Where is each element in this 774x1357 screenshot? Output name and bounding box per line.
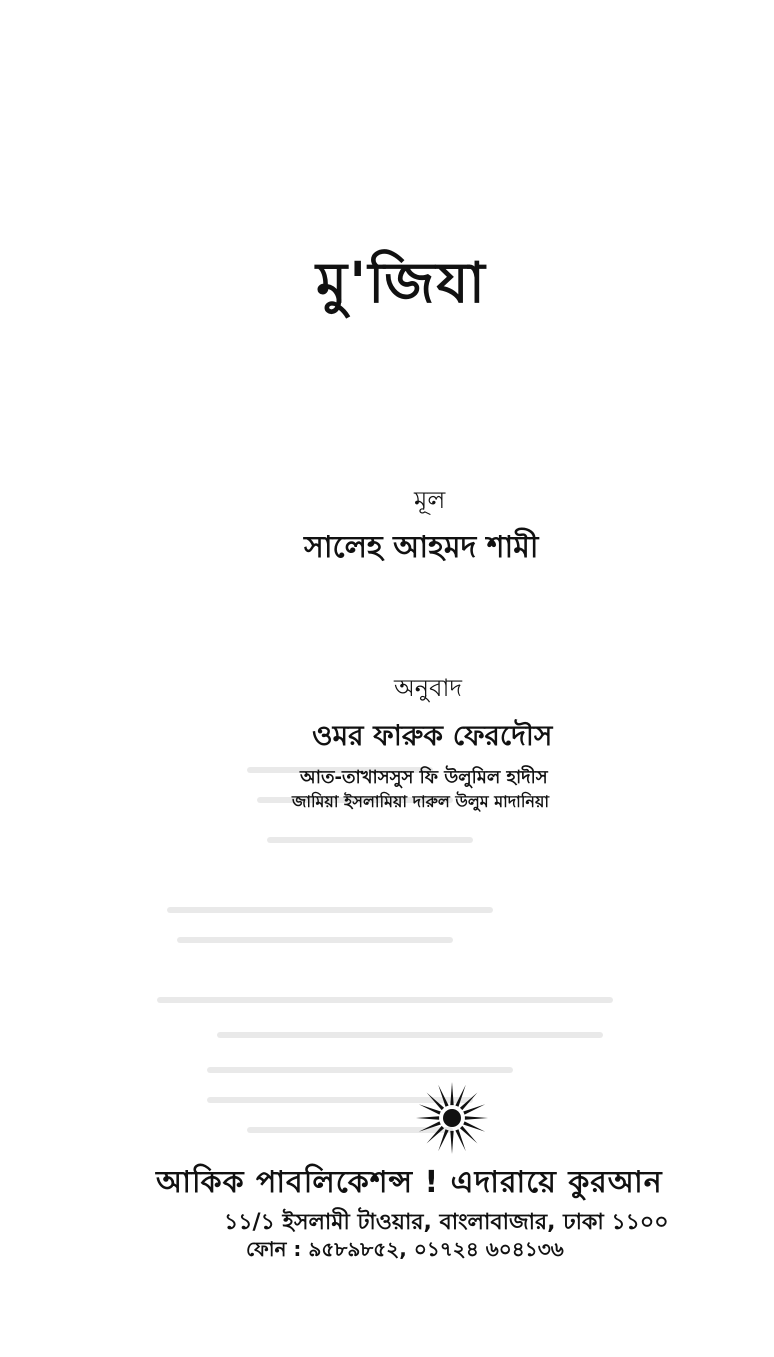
publisher-address: ১১/১ ইসলামী টাওয়ার, বাংলাবাজার, ঢাকা ১১০০ bbox=[224, 1210, 669, 1235]
original-author-label: মূল bbox=[414, 486, 446, 514]
translator-credential-1: আত-তাখাসসুস ফি উলুমিল হাদীস bbox=[300, 767, 548, 788]
logo-ray bbox=[438, 1129, 448, 1151]
publisher-phone: ফোন : ৯৫৮৯৮৫২, ০১৭২৪ ৬০৪১৩৬ bbox=[246, 1237, 564, 1261]
author-name: সালেহ আহমদ শামী bbox=[304, 530, 539, 565]
logo-ray bbox=[455, 1129, 465, 1151]
logo-ray bbox=[455, 1085, 465, 1107]
translation-label: অনুবাদ bbox=[394, 674, 463, 702]
logo-ray bbox=[465, 1116, 488, 1119]
publisher-name: আকিক পাবলিকেশন্স ! এদারায়ে কুরআন bbox=[156, 1165, 663, 1200]
logo-ray bbox=[416, 1116, 439, 1119]
logo-ray bbox=[460, 1126, 478, 1144]
translator-name: ওমর ফারুক ফেরদৌস bbox=[312, 719, 553, 752]
logo-ray bbox=[463, 1104, 485, 1114]
logo-ray bbox=[463, 1121, 485, 1131]
logo-ray bbox=[460, 1093, 478, 1111]
bleed-through-texture bbox=[150, 760, 650, 1180]
translator-credential-2: জামিয়া ইসলামিয়া দারুল উলুম মাদানিয়া bbox=[292, 792, 550, 811]
book-title: মু'জিযা bbox=[316, 251, 487, 316]
logo-ray bbox=[419, 1104, 441, 1114]
logo-ray bbox=[419, 1121, 441, 1131]
logo-ray bbox=[438, 1085, 448, 1107]
logo-ray bbox=[427, 1093, 445, 1111]
logo-ray bbox=[450, 1082, 453, 1105]
logo-ray bbox=[450, 1131, 453, 1154]
logo-ray bbox=[427, 1126, 445, 1144]
sunburst-logo-icon bbox=[412, 1078, 492, 1158]
